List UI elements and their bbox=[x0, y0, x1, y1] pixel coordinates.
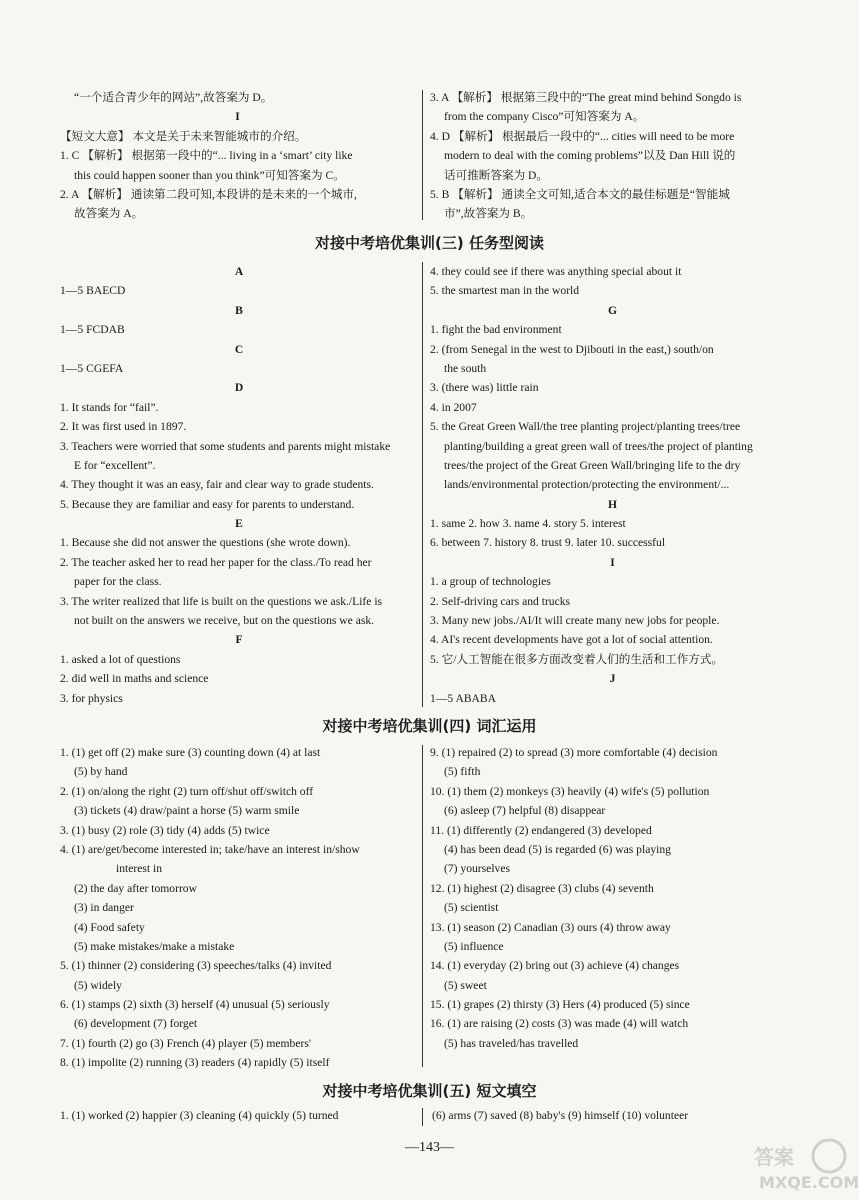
answer-line: 2. did well in maths and science bbox=[60, 672, 209, 686]
answer-line: 1. a group of technologies bbox=[430, 575, 551, 589]
answer-line: 2. It was first used in 1897. bbox=[60, 420, 187, 434]
section3-left-column bbox=[60, 262, 418, 708]
subsection-letter: H bbox=[607, 497, 618, 511]
section3-right-column bbox=[430, 262, 795, 708]
top-left-line: this could happen sooner than you think”可知答案为 C。 bbox=[74, 168, 345, 182]
answer-line: 5. (1) thinner (2) considering (3) speeches/talks (4) invited bbox=[60, 959, 332, 973]
answer-line: 8. (1) impolite (2) running (3) readers (4) rapidly (5) itself bbox=[60, 1056, 330, 1070]
section-title-3: 对接中考培优集训(三) 任务型阅读 bbox=[315, 234, 544, 252]
answer-line: (6) asleep (7) helpful (8) disappear bbox=[444, 804, 606, 818]
answer-line: 12. (1) highest (2) disagree (3) clubs (4) seventh bbox=[430, 881, 654, 895]
column-divider-s3 bbox=[422, 262, 423, 707]
section4-right-column bbox=[430, 743, 795, 1053]
svg-text:答案: 答案 bbox=[754, 1145, 794, 1169]
answer-line: 15. (1) grapes (2) thirsty (3) Hers (4) produced (5) since bbox=[430, 998, 690, 1012]
top-right-line: 4. D 【解析】 根据最后一段中的“... cities will need to be more bbox=[430, 129, 735, 143]
answer-line: 1. fight the bad environment bbox=[430, 323, 562, 337]
answer-line: 1. It stands for “fail”. bbox=[60, 400, 159, 414]
answer-line: (5) influence bbox=[444, 939, 504, 953]
answer-line: 1. (1) get off (2) make sure (3) counting down (4) at last bbox=[60, 746, 321, 759]
top-left-line: 2. A 【解析】 通读第二段可知,本段讲的是未来的一个城市, bbox=[60, 187, 357, 201]
top-left-line: 故答案为 A。 bbox=[74, 207, 144, 221]
answer-line: (5) sweet bbox=[444, 978, 487, 992]
subsection-letter: B bbox=[235, 303, 243, 317]
answer-line: 10. (1) them (2) monkeys (3) heavily (4) wife's (5) pollution bbox=[430, 784, 710, 798]
answer-line: interest in bbox=[116, 862, 163, 876]
answer-line: 1—5 BAECD bbox=[60, 284, 126, 298]
section-title-5: 对接中考培优集训(五) 短文填空 bbox=[322, 1082, 537, 1100]
section5-right-line: (6) arms (7) saved (8) baby's (9) himself (10) volunteer bbox=[432, 1109, 689, 1122]
top-right-column bbox=[430, 88, 795, 224]
top-right-line: 市”,故答案为 B。 bbox=[444, 207, 533, 221]
top-left-line: “一个适合青少年的网站”,故答案为 D。 bbox=[74, 91, 273, 104]
watermark-logo bbox=[749, 1134, 859, 1194]
column-divider-top bbox=[422, 90, 423, 220]
subsection-letter: C bbox=[234, 342, 244, 356]
answer-line: 4. AI's recent developments have got a lot of social attention. bbox=[430, 633, 713, 647]
answer-line: planting/building a great green wall of trees/the project of planting bbox=[444, 439, 753, 453]
answer-line: 2. (from Senegal in the west to Djibouti in the east,) south/on bbox=[430, 342, 714, 356]
answer-line: 7. (1) fourth (2) go (3) French (4) player (5) members' bbox=[60, 1036, 311, 1050]
answer-line: 3. (1) busy (2) role (3) tidy (4) adds (5) twice bbox=[60, 823, 270, 837]
answer-line: 6. between 7. history 8. trust 9. later 10. successful bbox=[430, 536, 666, 550]
answer-line: (5) has traveled/has travelled bbox=[444, 1036, 579, 1050]
answer-line: 1—5 ABABA bbox=[430, 691, 497, 705]
answer-line: (4) has been dead (5) is regarded (6) was playing bbox=[444, 842, 671, 856]
top-left-column bbox=[60, 88, 415, 224]
answer-line: (4) Food safety bbox=[74, 920, 145, 934]
answer-line: lands/environmental protection/protecting the environment/... bbox=[444, 478, 730, 492]
section-title-4: 对接中考培优集训(四) 词汇运用 bbox=[322, 717, 537, 735]
top-right-line: 5. B 【解析】 通读全文可知,适合本文的最佳标题是“智能城 bbox=[430, 187, 730, 201]
subsection-letter: G bbox=[607, 303, 618, 317]
answer-line: 2. The teacher asked her to read her paper for the class./To read her bbox=[60, 555, 372, 569]
subsection-letter: F bbox=[235, 633, 243, 647]
top-right-line: 话可推断答案为 D。 bbox=[444, 168, 549, 182]
answer-line: 5. Because they are familiar and easy for parents to understand. bbox=[60, 497, 355, 511]
answer-line: 1—5 CGEFA bbox=[60, 361, 124, 375]
answer-line: 3. Teachers were worried that some students and parents might mistake bbox=[60, 439, 391, 453]
subsection-letter: I bbox=[610, 555, 615, 569]
answer-line: (5) by hand bbox=[74, 765, 128, 779]
subsection-letter: E bbox=[235, 517, 243, 531]
top-left-line: 1. C 【解析】 根据第一段中的“... living in a ‘smart’ city like bbox=[60, 149, 353, 163]
column-divider-s4 bbox=[422, 745, 423, 1067]
answer-line: 4. in 2007 bbox=[430, 400, 477, 414]
answer-line: the south bbox=[444, 361, 487, 375]
answer-line: 6. (1) stamps (2) sixth (3) herself (4) unusual (5) seriously bbox=[60, 998, 330, 1012]
answer-line: 2. Self-driving cars and trucks bbox=[430, 594, 571, 608]
subsection-letter: D bbox=[234, 381, 244, 395]
answer-line: 2. (1) on/along the right (2) turn off/shut off/switch off bbox=[60, 784, 314, 798]
answer-line: (5) make mistakes/make a mistake bbox=[74, 939, 235, 953]
answer-line: 4. They thought it was an easy, fair and clear way to grade students. bbox=[60, 478, 374, 492]
answer-line: (3) in danger bbox=[74, 901, 134, 915]
answer-line: 3. (there was) little rain bbox=[430, 381, 539, 395]
answer-line: trees/the project of the Great Green Wall/bringing life to the dry bbox=[444, 458, 741, 472]
answer-line: 3. The writer realized that life is built on the questions we ask./Life is bbox=[60, 594, 383, 608]
answer-line: (5) scientist bbox=[444, 901, 499, 915]
answer-line: 1. same 2. how 3. name 4. story 5. interest bbox=[430, 517, 626, 531]
answer-line: E for “excellent”. bbox=[74, 458, 156, 472]
answer-line: 1—5 FCDAB bbox=[60, 323, 125, 337]
answer-line: 14. (1) everyday (2) bring out (3) achieve (4) changes bbox=[430, 959, 680, 973]
answer-line: 1. Because she did not answer the questions (she wrote down). bbox=[60, 536, 351, 550]
answer-line: paper for the class. bbox=[74, 575, 162, 589]
top-left-line: 【短文大意】 本文是关于未来智能城市的介绍。 bbox=[60, 129, 307, 143]
answer-line: (2) the day after tomorrow bbox=[74, 881, 197, 895]
subsection-letter: J bbox=[609, 672, 616, 686]
answer-line: (7) yourselves bbox=[444, 862, 511, 876]
answer-line: 4. (1) are/get/become interested in; take/have an interest in/show bbox=[60, 842, 360, 856]
top-right-line: 3. A 【解析】 根据第三段中的“The great mind behind Songdo is bbox=[430, 91, 742, 104]
answer-line: (5) widely bbox=[74, 978, 122, 992]
answer-line: 16. (1) are raising (2) costs (3) was made (4) will watch bbox=[430, 1017, 689, 1031]
column-divider-s5 bbox=[422, 1108, 423, 1126]
top-right-line: from the company Cisco”可知答案为 A。 bbox=[444, 110, 645, 124]
answer-line: 3. Many new jobs./AI/It will create many new jobs for people. bbox=[430, 614, 720, 628]
answer-line: 9. (1) repaired (2) to spread (3) more comfortable (4) decision bbox=[430, 746, 718, 759]
subsection-letter: A bbox=[234, 265, 244, 278]
top-left-line: I bbox=[235, 110, 240, 124]
answer-line: (6) development (7) forget bbox=[74, 1017, 198, 1031]
svg-text:MXQE.COM: MXQE.COM bbox=[759, 1173, 859, 1192]
section5-left-line: 1. (1) worked (2) happier (3) cleaning (4) quickly (5) turned bbox=[60, 1109, 339, 1122]
top-right-line: modern to deal with the coming problems”以及 Dan Hill 说的 bbox=[444, 149, 736, 163]
answer-line: 13. (1) season (2) Canadian (3) ours (4) throw away bbox=[430, 920, 671, 934]
answer-line: 1. asked a lot of questions bbox=[60, 652, 181, 666]
answer-line: (3) tickets (4) draw/paint a horse (5) warm smile bbox=[74, 804, 300, 818]
answer-line: 11. (1) differently (2) endangered (3) developed bbox=[430, 823, 652, 837]
answer-line: 5. the smartest man in the world bbox=[430, 284, 580, 298]
answer-line: 5. the Great Green Wall/the tree planting project/planting trees/tree bbox=[430, 420, 741, 434]
answer-line: 5. 它/人工智能在很多方面改变着人们的生活和工作方式。 bbox=[430, 652, 724, 666]
answer-line: 3. for physics bbox=[60, 691, 123, 705]
answer-line: (5) fifth bbox=[444, 765, 481, 779]
answer-line: 4. they could see if there was anything special about it bbox=[430, 265, 682, 278]
section4-left-column bbox=[60, 743, 418, 1073]
answer-line: not built on the answers we receive, but on the questions we ask. bbox=[74, 614, 375, 628]
page-number: —143— bbox=[405, 1140, 454, 1155]
